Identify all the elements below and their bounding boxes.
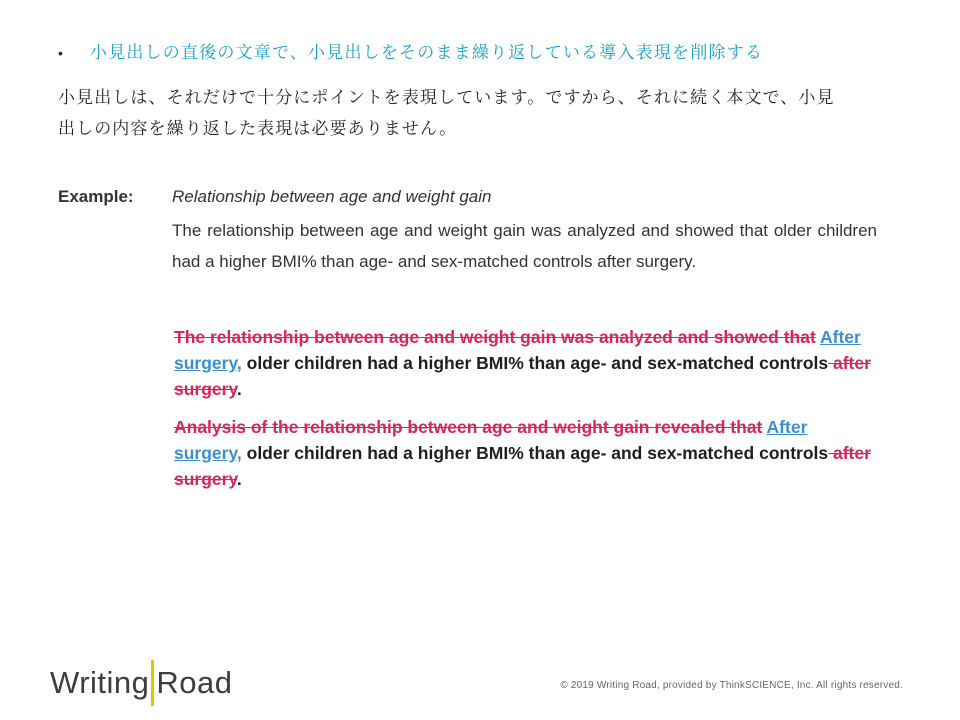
logo-divider-bar [151,660,154,706]
bullet-marker: • [58,45,63,61]
guideline-heading: 小見出しの直後の文章で、小見出しをそのまま繰り返している導入表現を削除する [90,43,764,62]
intro-line-2: 出しの内容を繰り返した表現は必要ありません。 [58,119,458,138]
logo-word-writing: Writing [50,665,150,700]
example-label: Example: [58,187,134,206]
sentence-end: . [236,469,242,489]
retained-text: older children had a higher BMI% than age- and sex-matched controls [241,353,829,373]
intro-line-1: 小見出しは、それだけで十分にポイントを表現しています。ですから、それに続く本文で、小見 [58,88,835,107]
deleted-tail-text: after surgery [174,443,871,489]
deleted-intro-text: Analysis of the relationship between age and weight gain revealed that [174,417,763,437]
deleted-tail-text: after surgery [174,353,871,399]
revision-option-1 [174,324,874,402]
example-original-text: The relationship between age and weight gain was analyzed and showed that older children had a higher BMI% than age- and sex-matched controls after surgery. [172,221,877,271]
inserted-text: After surgery, [174,327,861,373]
revision-option-2 [174,414,874,492]
deleted-intro-text: The relationship between age and weight gain was analyzed and showed that [174,327,816,347]
copyright-notice: © 2019 Writing Road, provided by ThinkSCIENCE, Inc. All rights reserved. [560,680,903,691]
sentence-end: . [236,379,242,399]
logo-word-road: Road [156,665,233,700]
intro-paragraph [58,82,898,144]
retained-text: older children had a higher BMI% than age- and sex-matched controls [241,443,829,463]
example-subheading: Relationship between age and weight gain [172,187,492,206]
inserted-text: After surgery, [174,417,808,463]
guideline-bullet [58,41,763,65]
writing-road-logo [50,660,233,706]
